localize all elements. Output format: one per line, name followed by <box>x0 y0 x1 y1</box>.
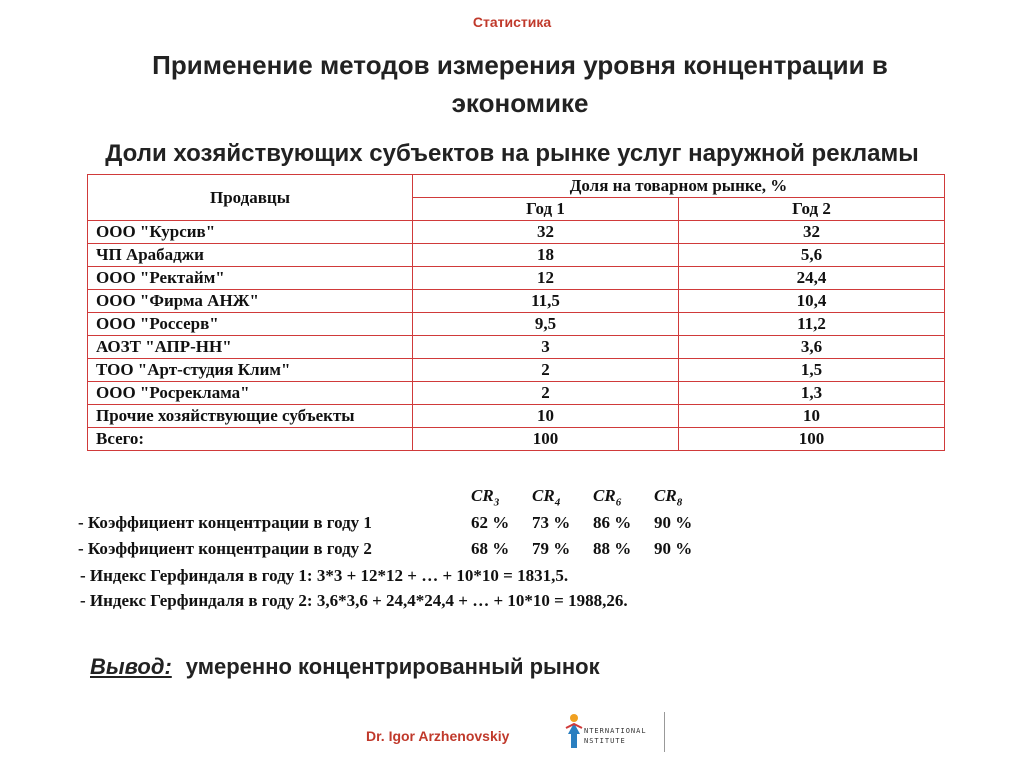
cr-value: 88 % <box>593 539 632 558</box>
page-title: Применение методов измерения уровня концентрации в экономике <box>152 50 888 118</box>
cr4-header: $CR_4$ <box>532 485 561 509</box>
header-market-share: Доля на товарном рынке, % <box>413 175 945 198</box>
cr-row-label: - Коэффициент концентрации в году 1 <box>78 513 372 532</box>
concentration-ratios <box>78 484 715 562</box>
cr3-header: $CR_3$ <box>471 485 500 509</box>
share-year-2: 5,6 <box>679 244 945 267</box>
cr-value: 68 % <box>471 539 510 558</box>
share-year-1: 3 <box>413 336 679 359</box>
cr-row-year-1 <box>78 510 715 536</box>
share-year-1: 9,5 <box>413 313 679 336</box>
share-year-2: 10 <box>679 405 945 428</box>
share-year-1: 12 <box>413 267 679 290</box>
share-year-2: 1,5 <box>679 359 945 382</box>
share-year-1: 32 <box>413 221 679 244</box>
table-row <box>88 267 945 290</box>
logo-line-2: NSTITUTE <box>584 737 626 745</box>
table-row <box>88 428 945 451</box>
table-row <box>88 244 945 267</box>
cr-header-row <box>78 484 715 510</box>
logo-line-1: NTERNATIONAL <box>584 727 647 735</box>
seller-name: ООО "Фирма АНЖ" <box>88 290 413 313</box>
share-year-2: 1,3 <box>679 382 945 405</box>
hhi-year-2: - Индекс Герфиндаля в году 2: 3,6*3,6 + 24,4*24,4 + … + 10*10 = 1988,26. <box>80 591 628 610</box>
seller-name: АОЗТ "АПР-НН" <box>88 336 413 359</box>
cr6-header: $CR_6$ <box>593 485 622 509</box>
table-row <box>88 313 945 336</box>
share-year-1: 100 <box>413 428 679 451</box>
conclusion <box>90 654 600 680</box>
seller-name: Всего: <box>88 428 413 451</box>
table-row <box>88 221 945 244</box>
cr-value: 79 % <box>532 539 571 558</box>
section-label: Статистика <box>472 14 552 30</box>
conclusion-text: умеренно концентрированный рынок <box>185 654 600 679</box>
share-year-1: 11,5 <box>413 290 679 313</box>
table-row <box>88 359 945 382</box>
seller-name: ЧП Арабаджи <box>88 244 413 267</box>
table-row <box>88 382 945 405</box>
share-year-2: 11,2 <box>679 313 945 336</box>
cr-value: 62 % <box>471 513 510 532</box>
share-year-2: 24,4 <box>679 267 945 290</box>
header-year-2: Год 2 <box>679 198 945 221</box>
institute-logo <box>562 712 672 752</box>
share-year-1: 2 <box>413 382 679 405</box>
share-year-2: 100 <box>679 428 945 451</box>
seller-name: Прочие хозяйствующие субъекты <box>88 405 413 428</box>
cr-row-year-2 <box>78 536 715 562</box>
seller-name: ООО "Росреклама" <box>88 382 413 405</box>
share-year-2: 3,6 <box>679 336 945 359</box>
logo-divider <box>664 712 665 752</box>
cr-value: 90 % <box>654 513 693 532</box>
hhi-year-1: - Индекс Герфиндаля в году 1: 3*3 + 12*12 + … + 10*10 = 1831,5. <box>80 566 569 585</box>
share-year-1: 18 <box>413 244 679 267</box>
market-share-table <box>87 174 945 451</box>
author-name: Dr. Igor Arzhenovskiy <box>366 728 510 744</box>
seller-name: ООО "Ректайм" <box>88 267 413 290</box>
figure-icon <box>562 712 586 752</box>
conclusion-lead: Вывод: <box>90 654 172 679</box>
share-year-1: 2 <box>413 359 679 382</box>
seller-name: ТОО "Арт-студия Клим" <box>88 359 413 382</box>
share-year-2: 10,4 <box>679 290 945 313</box>
share-year-1: 10 <box>413 405 679 428</box>
seller-name: ООО "Курсив" <box>88 221 413 244</box>
table-row <box>88 336 945 359</box>
table-row <box>88 290 945 313</box>
seller-name: ООО "Россерв" <box>88 313 413 336</box>
header-sellers: Продавцы <box>88 175 413 221</box>
table-caption: Доли хозяйствующих субъектов на рынке услуг наружной рекламы <box>105 140 919 167</box>
header-year-1: Год 1 <box>413 198 679 221</box>
cr-value: 90 % <box>654 539 693 558</box>
cr-row-label: - Коэффициент концентрации в году 2 <box>78 539 372 558</box>
share-year-2: 32 <box>679 221 945 244</box>
cr-value: 73 % <box>532 513 571 532</box>
table-row <box>88 405 945 428</box>
cr-value: 86 % <box>593 513 632 532</box>
cr8-header: $CR_8$ <box>654 485 683 509</box>
